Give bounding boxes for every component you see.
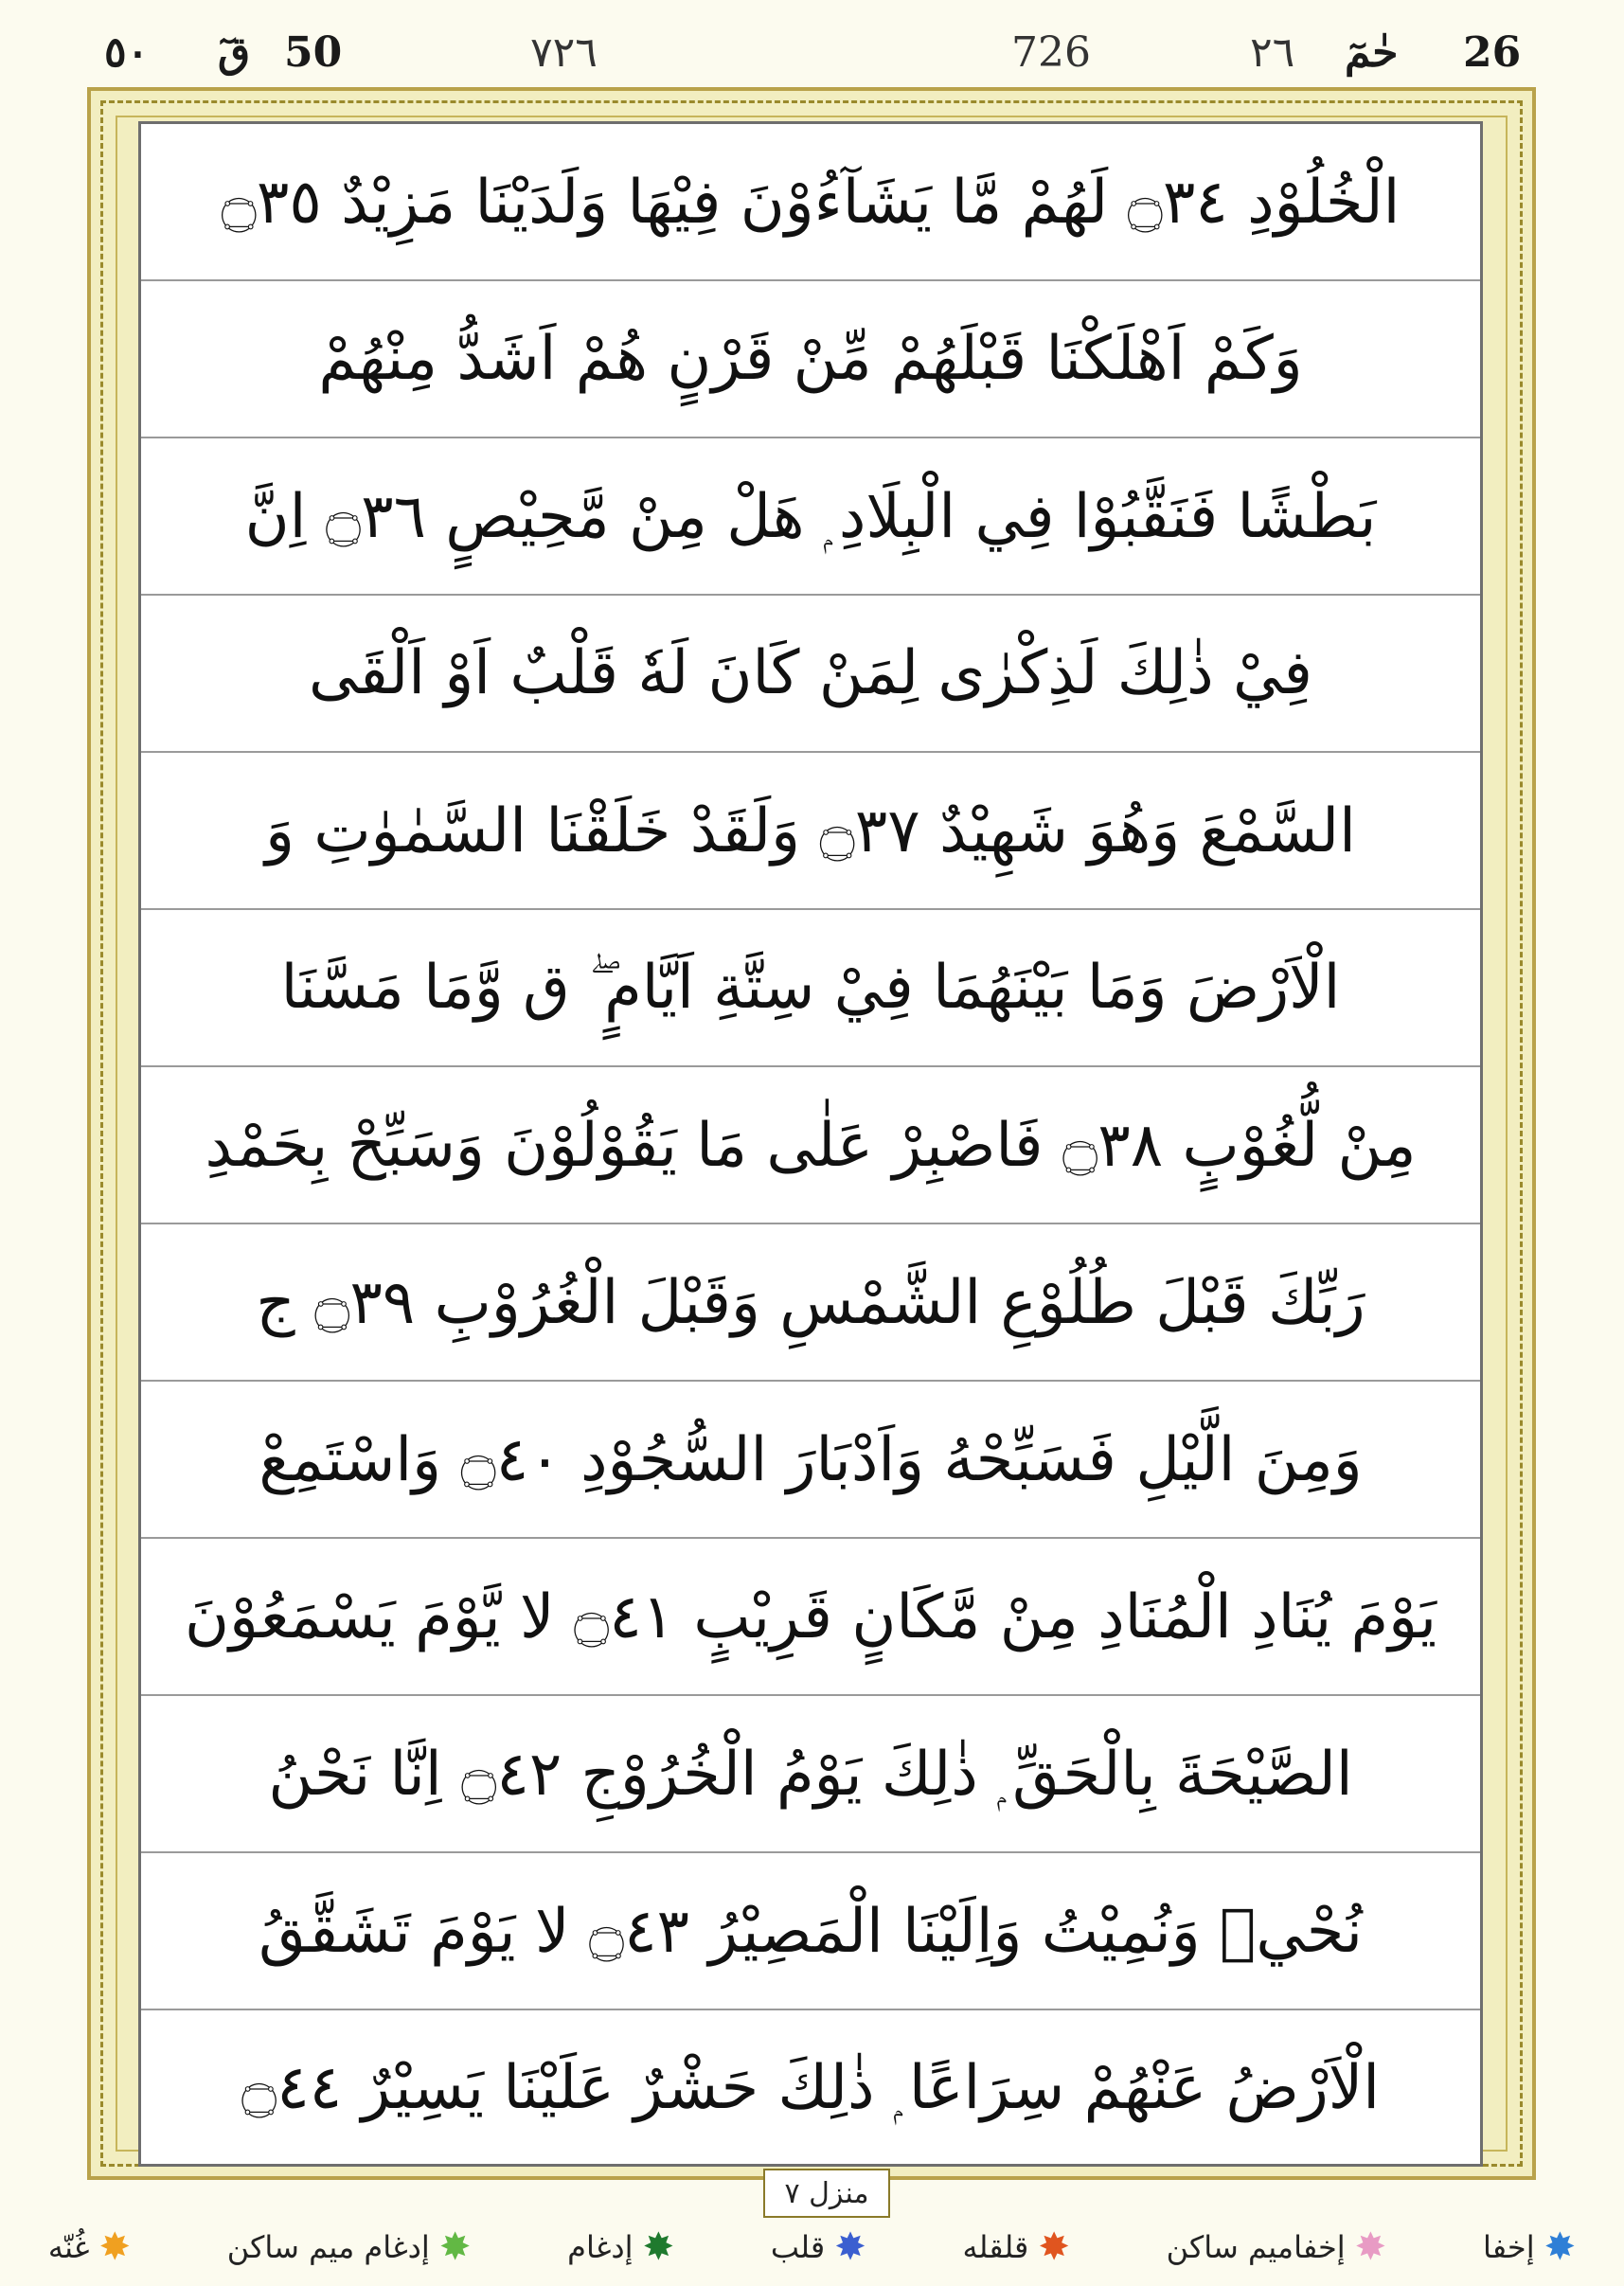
legend-label: غُنّه: [47, 2229, 90, 2265]
legend-item-ghunna: [47, 2225, 131, 2269]
text-line-12: نُحْيٖ وَنُمِيْتُ وَاِلَيْنَا الْمَصِيْرُ ۝٤٣ لا يَوْمَ تَشَقَّقُ: [141, 1853, 1480, 2010]
legend-label: إدغام ميم ساكن: [226, 2229, 430, 2265]
legend-item-idgham: [567, 2225, 675, 2269]
text-line-2: وَكَمْ اَهْلَكْنَا قَبْلَهُمْ مِّنْ قَرْنٍ هُمْ اَشَدُّ مِنْهُمْ: [141, 281, 1480, 438]
legend-item-idgham-meem: [226, 2225, 472, 2269]
legend-item-qalqala: [962, 2225, 1070, 2269]
legend-item-qalb: [770, 2225, 866, 2269]
star-icon: ✸: [1354, 2225, 1387, 2269]
legend-label: قلب: [770, 2229, 826, 2265]
legend-label: إخفا: [1482, 2229, 1535, 2265]
star-icon: ✸: [1544, 2225, 1577, 2269]
text-line-13: الْاَرْضُ عَنْهُمْ سِرَاعًا ۭ ذٰلِكَ حَشْرٌ عَلَيْنَا يَسِيْرٌ ۝٤٤: [241, 2052, 1381, 2123]
juz-number-arabic: ٢٦: [1250, 28, 1295, 77]
surah-number-arabic: ٥٠: [104, 28, 150, 77]
star-icon: ✸: [438, 2225, 472, 2269]
text-line-5: السَّمْعَ وَهُوَ شَهِيْدٌ ۝٣٧ وَلَقَدْ خَلَقْنَا السَّمٰوٰتِ وَ: [141, 753, 1480, 910]
legend-label: إخفاميم ساكن: [1166, 2229, 1346, 2265]
text-line-10: يَوْمَ يُنَادِ الْمُنَادِ مِنْ مَّكَانٍ قَرِيْبٍ ۝٤١ لا يَّوْمَ يَسْمَعُوْنَ: [141, 1539, 1480, 1696]
text-line-3: بَطْشًا فَنَقَّبُوْا فِي الْبِلَادِ ۭ هَلْ مِنْ مَّحِيْصٍ ۝٣٦ اِنَّ: [141, 438, 1480, 596]
text-line-9: وَمِنَ الَّيْلِ فَسَبِّحْهُ وَاَدْبَارَ السُّجُوْدِ ۝٤٠ وَاسْتَمِعْ: [141, 1382, 1480, 1539]
star-icon: ✸: [834, 2225, 866, 2269]
page-header: [0, 0, 1624, 95]
juz-number: 26: [1463, 28, 1522, 77]
juz-name: حٰمٓ: [1345, 28, 1399, 77]
page-number: 726: [1011, 28, 1091, 77]
star-icon: ✸: [1038, 2225, 1070, 2269]
legend-item-ikhfa-meem: [1166, 2225, 1387, 2269]
manzil-label: منزل ٧: [763, 2169, 890, 2218]
text-line-6: الْاَرْضَ وَمَا بَيْنَهُمَا فِيْ سِتَّةِ اَيَّامٍ ۖ ق وَّمَا مَسَّنَا: [141, 910, 1480, 1067]
tajweed-legend: [0, 2214, 1624, 2280]
text-line-4: فِيْ ذٰلِكَ لَذِكْرٰى لِمَنْ كَانَ لَهٗ قَلْبٌ اَوْ اَلْقَى: [141, 596, 1480, 753]
text-line-11: الصَّيْحَةَ بِالْحَقِّ ۭ ذٰلِكَ يَوْمُ الْخُرُوْجِ ۝٤٢ اِنَّا نَحْنُ: [141, 1696, 1480, 1853]
legend-item-ikhfa: [1482, 2225, 1577, 2269]
legend-label: إدغام: [567, 2229, 634, 2265]
star-icon: ✸: [642, 2225, 675, 2269]
quran-text-page: [138, 121, 1483, 2167]
surah-number: 50: [284, 28, 343, 77]
text-line-7: مِنْ لُّغُوْبٍ ۝٣٨ فَاصْبِرْ عَلٰى مَا يَقُوْلُوْنَ وَسَبِّحْ بِحَمْدِ: [141, 1067, 1480, 1224]
text-line-1: الْخُلُوْدِ ۝٣٤ لَهُمْ مَّا يَشَآءُوْنَ فِيْهَا وَلَدَيْنَا مَزِيْدٌ ۝٣٥: [141, 124, 1480, 281]
legend-label: قلقله: [962, 2229, 1029, 2265]
text-line-8: رَبِّكَ قَبْلَ طُلُوْعِ الشَّمْسِ وَقَبْلَ الْغُرُوْبِ ۝٣٩ ج: [141, 1224, 1480, 1382]
surah-name: قٓ: [218, 28, 251, 77]
page-number-arabic: ٧٢٦: [530, 28, 598, 77]
star-icon: ✸: [98, 2225, 131, 2269]
